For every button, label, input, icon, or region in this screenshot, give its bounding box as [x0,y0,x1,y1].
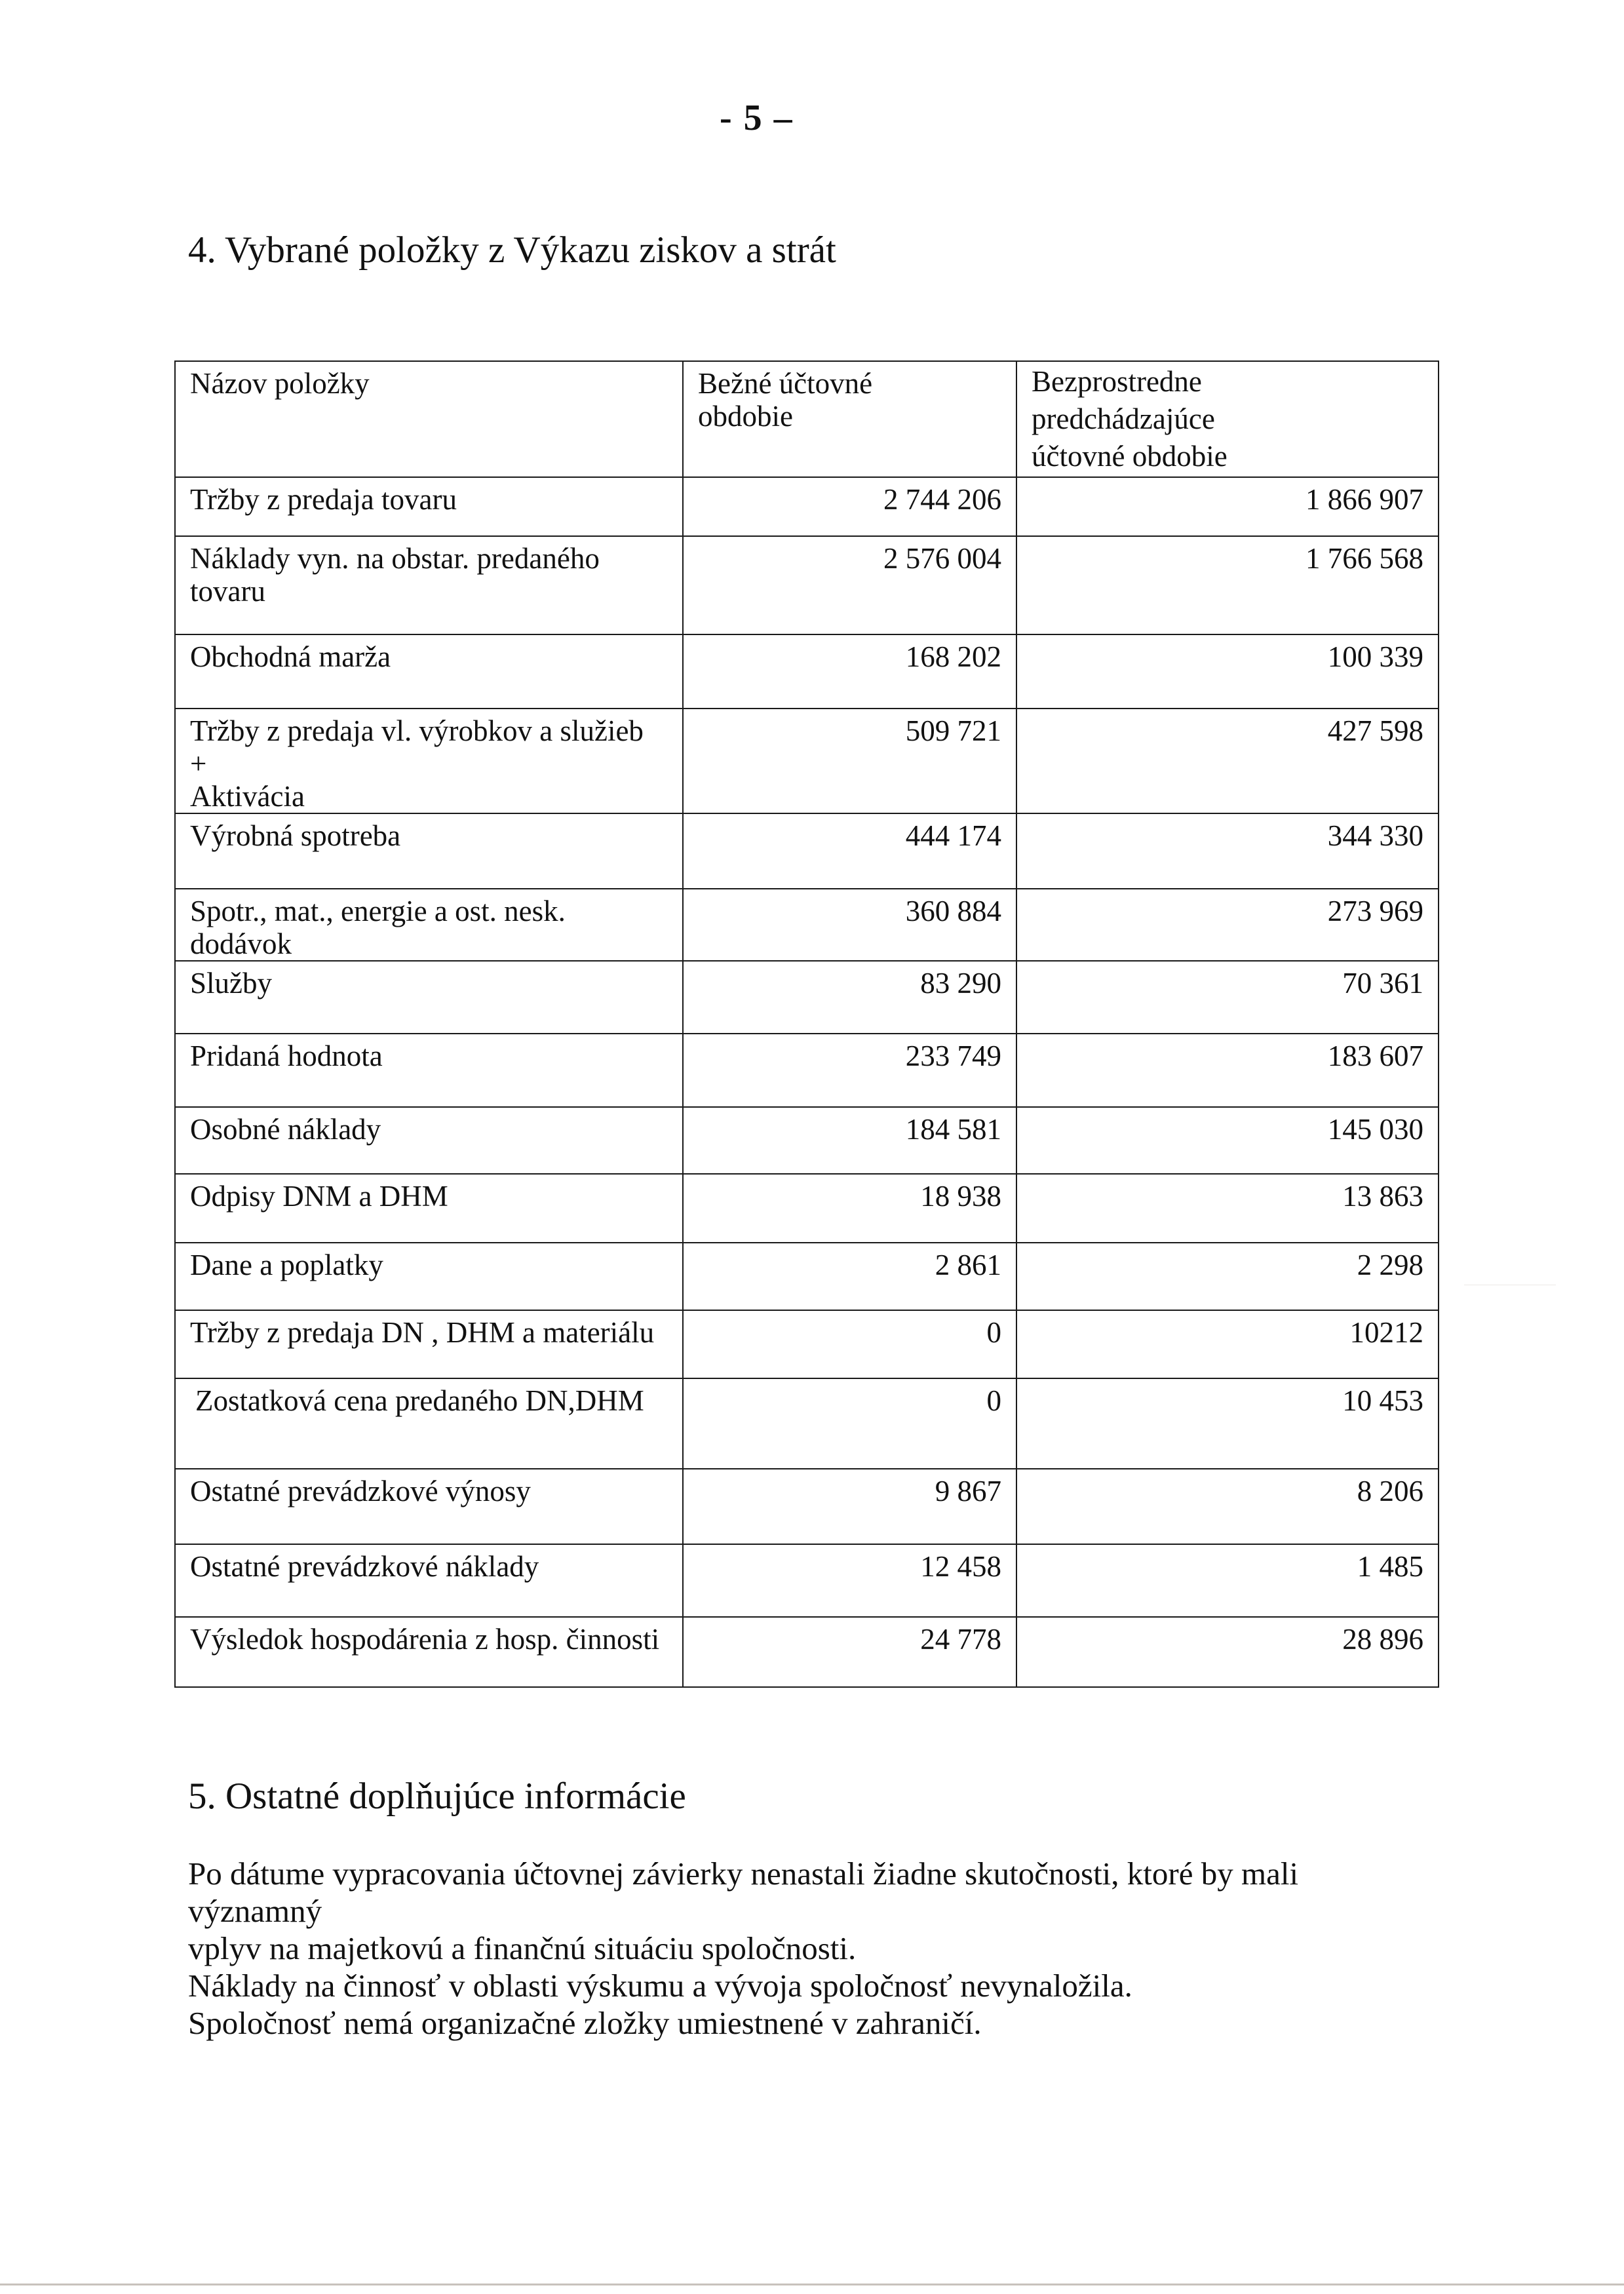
item-name: Aktivácia [190,780,305,813]
current-period-value: 0 [683,1378,1016,1469]
previous-period-value: 100 339 [1016,634,1439,709]
text-line: vplyv na majetkovú a finančnú situáciu spoločnosti. [188,1930,857,1966]
scan-edge-line [0,2284,1624,2285]
previous-period-value: 10 453 [1016,1378,1439,1469]
table-row [175,1469,1439,1544]
current-period-value: 18 938 [683,1174,1016,1243]
previous-period-value: 183 607 [1016,1034,1439,1107]
table-row [175,813,1439,889]
current-period-value: 444 174 [683,813,1016,889]
item-name-cell [175,1469,683,1544]
item-name: Odpisy DNM a DHM [190,1180,448,1213]
section-5-text [188,1855,1401,2042]
item-name-cell [175,1107,683,1174]
previous-period-value: 1 866 907 [1016,477,1439,536]
previous-period-value: 13 863 [1016,1174,1439,1243]
item-name: Obchodná marža [190,640,391,673]
item-name: + [190,747,207,780]
item-name: Služby [190,967,273,1000]
item-name: Tržby z predaja vl. výrobkov a služieb [190,714,644,747]
text-line: Spoločnosť nemá organizačné zložky umiestnené v zahraničí. [188,2005,982,2041]
text-line: Po dátume vypracovania účtovnej závierky nenastali žiadne skutočnosti, ktoré by mali [188,1856,1299,1892]
section-4-heading: 4. Vybrané položky z Výkazu ziskov a strát [188,229,836,271]
item-name-cell [175,1544,683,1617]
header-item-name: Názov položky [175,361,683,477]
previous-period-value: 28 896 [1016,1617,1439,1687]
previous-period-value: 273 969 [1016,889,1439,961]
current-period-value: 9 867 [683,1469,1016,1544]
previous-period-value: 1 766 568 [1016,536,1439,634]
item-name-cell [175,1617,683,1687]
previous-period-value: 145 030 [1016,1107,1439,1174]
table-header-row [175,361,1439,477]
current-period-value: 168 202 [683,634,1016,709]
previous-period-value: 70 361 [1016,961,1439,1034]
previous-period-value: 10212 [1016,1310,1439,1378]
item-name: Ostatné prevádzkové náklady [190,1550,539,1583]
header-current-period: Bežné účtovné obdobie [683,361,1016,477]
item-name: Dane a poplatky [190,1249,383,1281]
item-name: Tržby z predaja tovaru [190,483,457,516]
item-name: tovaru [190,575,265,608]
table-row [175,1107,1439,1174]
item-name-cell [175,1310,683,1378]
table-row [175,1544,1439,1617]
item-name-cell [175,536,683,634]
page-number: - 5 – [720,98,794,138]
income-statement-table [174,360,1439,1688]
item-name-cell [175,1034,683,1107]
item-name: Výrobná spotreba [190,819,401,852]
current-period-value: 83 290 [683,961,1016,1034]
current-period-value: 2 576 004 [683,536,1016,634]
text-line: Náklady na činnosť v oblasti výskumu a vývoja spoločnosť nevynaložila. [188,1968,1132,2004]
item-name: Pridaná hodnota [190,1040,383,1072]
previous-period-value: 344 330 [1016,813,1439,889]
current-period-value: 2 744 206 [683,477,1016,536]
item-name-cell [175,1174,683,1243]
item-name-cell [175,1243,683,1310]
item-name-cell [175,634,683,709]
item-name-cell [175,709,683,813]
table-row [175,1174,1439,1243]
previous-period-value: 427 598 [1016,709,1439,813]
current-period-value: 12 458 [683,1544,1016,1617]
current-period-value: 233 749 [683,1034,1016,1107]
item-name: Výsledok hospodárenia z hosp. činnosti [190,1623,660,1656]
item-name: Zostatková cena predaného DN,DHM [195,1384,644,1417]
current-period-value: 184 581 [683,1107,1016,1174]
table-row [175,889,1439,961]
item-name-cell [175,889,683,961]
section-5-heading: 5. Ostatné doplňujúce informácie [188,1776,686,1817]
table-row [175,1617,1439,1687]
item-name-cell [175,1378,683,1469]
item-name-cell [175,477,683,536]
current-period-value: 360 884 [683,889,1016,961]
table-row [175,1034,1439,1107]
current-period-value: 0 [683,1310,1016,1378]
item-name: Osobné náklady [190,1113,381,1146]
current-period-value: 24 778 [683,1617,1016,1687]
current-period-value: 2 861 [683,1243,1016,1310]
table-body [175,477,1439,1687]
item-name: Spotr., mat., energie a ost. nesk. [190,895,566,927]
table-row [175,477,1439,536]
previous-period-value: 2 298 [1016,1243,1439,1310]
table-row [175,1243,1439,1310]
current-period-value: 509 721 [683,709,1016,813]
item-name-cell [175,813,683,889]
text-line: významný [188,1893,322,1929]
item-name: Náklady vyn. na obstar. predaného [190,542,600,575]
item-name: Ostatné prevádzkové výnosy [190,1475,531,1507]
table-row [175,709,1439,813]
item-name-cell [175,961,683,1034]
item-name: dodávok [190,927,292,960]
previous-period-value: 8 206 [1016,1469,1439,1544]
table-row [175,536,1439,634]
table-row [175,634,1439,709]
item-name: Tržby z predaja DN , DHM a materiálu [190,1316,655,1349]
previous-period-value: 1 485 [1016,1544,1439,1617]
table-row [175,961,1439,1034]
header-previous-period: Bezprostredne predchádzajúce účtovné obdobie [1016,361,1439,477]
table-row [175,1378,1439,1469]
table-row [175,1310,1439,1378]
